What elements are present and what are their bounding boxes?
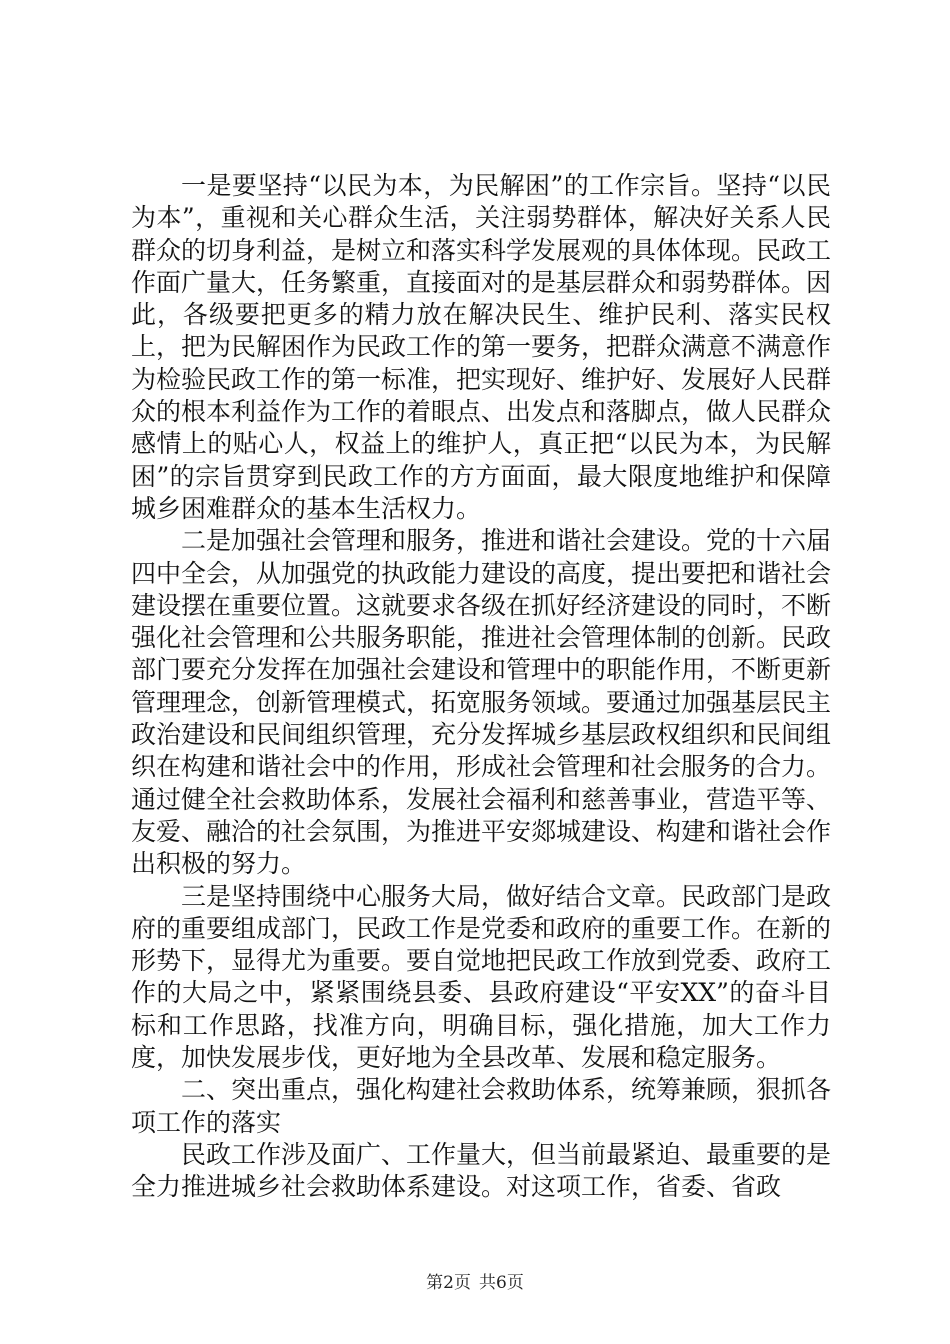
section-heading: 二、突出重点，强化构建社会救助体系，统筹兼顾，狠抓各项工作的落实 — [131, 1075, 832, 1137]
paragraph-1: 一是要坚持“以民为本，为民解困”的工作宗旨。坚持“以民为本”，重视和关心群众生活，关注弱势群体，解决好关系人民群众的切身利益，是树立和落实科学发展观的具体体现。民政工作面广量大，任务繁重，直接面对的是基层群众和弱势群体。因此，各级要把更多的精力放在解决民生、维护民利、落实民权上，把为民解困作为民政工作的第一要务，把群众满意不满意作为检验民政工作的第一标准，把实现好、维护好、发展好人民群众的根本利益作为工作的着眼点、出发点和落脚点，做人民群众感情上的贴心人，权益上的维护人，真正把“以民为本，为民解困”的宗旨贯穿到民政工作的方方面面，最大限度地维护和保障城乡困难群众的基本生活权力。 — [131, 171, 832, 523]
page-total: 共6页 — [479, 1273, 524, 1293]
paragraph-3: 三是坚持围绕中心服务大局，做好结合文章。民政部门是政府的重要组成部门，民政工作是党委和政府的重要工作。在新的形势下，显得尤为重要。要自觉地把民政工作放到党委、政府工作的大局之中，紧紧围绕县委、县政府建设“平安XX”的奋斗目标和工作思路，找准方向，明确目标，强化措施，加大工作力度，加快发展步伐，更好地为全县改革、发展和稳定服务。 — [131, 881, 832, 1073]
paragraph-5: 民政工作涉及面广、工作量大，但当前最紧迫、最重要的是全力推进城乡社会救助体系建设。对这项工作，省委、省政 — [131, 1139, 832, 1202]
page-footer — [0, 1272, 950, 1294]
paragraph-2: 二是加强社会管理和服务，推进和谐社会建设。党的十六届四中全会，从加强党的执政能力建设的高度，提出要把和谐社会建设摆在重要位置。这就要求各级在抓好经济建设的同时，不断强化社会管理和公共服务职能，推进社会管理体制的创新。民政部门要充分发挥在加强社会建设和管理中的职能作用，不断更新管理理念，创新管理模式，拓宽服务领域。要通过加强基层民主政治建设和民间组织管理，充分发挥城乡基层政权组织和民间组织在构建和谐社会中的作用，形成社会管理和社会服务的合力。通过健全社会救助体系，发展社会福利和慈善事业，营造平等、友爱、融洽的社会氛围，为推进平安郯城建设、构建和谐社会作出积极的努力。 — [131, 526, 832, 879]
page-number: 第2页 — [426, 1273, 471, 1293]
document-body — [131, 170, 831, 1204]
